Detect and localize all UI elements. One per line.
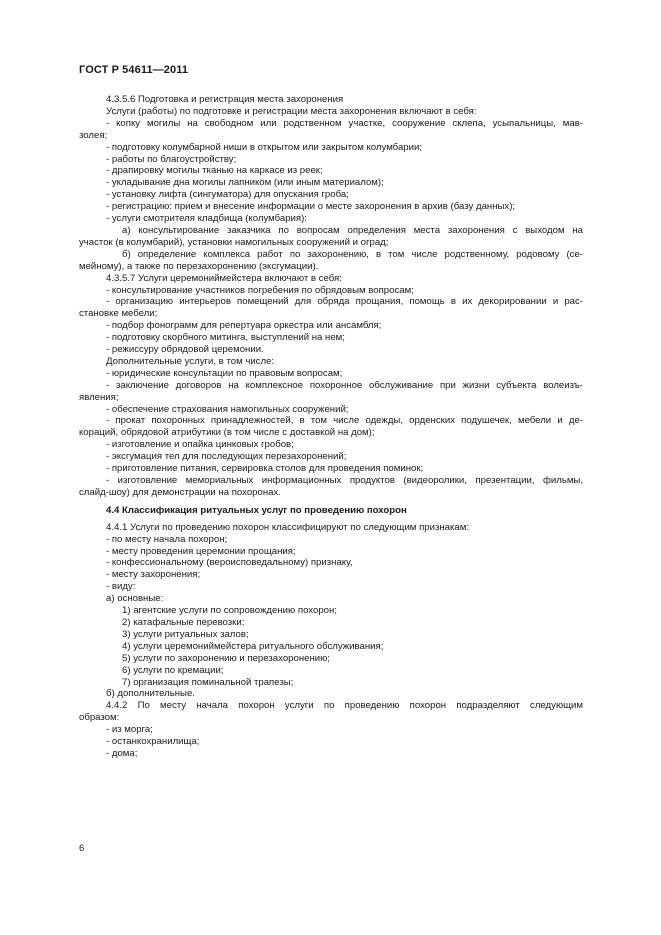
sub-item-continuation: участок (в колумбарий), установки намогильных сооружений и оград; — [79, 236, 389, 248]
numbered-item: 2) катафальные перевозки; — [122, 616, 245, 628]
list-item: - месту захоронения; — [106, 569, 201, 581]
list-item: - обеспечение страхования намогильных сооружений; — [106, 403, 349, 415]
list-item: - установку лифта (сингуматора) для опускания гроба; — [106, 189, 349, 201]
section-heading-4-4-2: 4.4.2 По месту начала похорон услуги по проведению похорон подразделяют следующим — [106, 700, 583, 712]
list-item: - подготовку колумбарной ниши в открытом или закрытом колумбарии; — [106, 141, 423, 153]
list-item: - укладывание дна могилы лапником (или иным материалом); — [106, 177, 384, 189]
list-item: - эксгумация тел для последующих перезахоронений; — [106, 451, 347, 463]
numbered-item: 3) услуги ритуальных залов; — [122, 628, 249, 640]
list-item: - дома; — [106, 747, 138, 759]
list-item: - останкохранилища; — [106, 736, 200, 748]
list-item: - работы по благоустройству; — [106, 153, 237, 165]
list-item: - юридические консультации по правовым вопросам; — [106, 367, 343, 379]
list-item: - изготовление мемориальных информационных продуктов (видеоролики, презентации, фильмы, — [106, 475, 583, 486]
numbered-item: 5) услуги по захоронению и перезахоронению; — [122, 652, 330, 664]
list-item: - по месту начала похорон; — [106, 533, 228, 545]
list-item: - регистрацию: прием и внесение информации о месте захоронения в архив (базу данных); — [106, 201, 516, 213]
paragraph: Дополнительные услуги, в том числе: — [106, 355, 275, 367]
list-item: - месту проведения церемонии прощания; — [106, 545, 296, 557]
section-heading-4-3-5-7: 4.3.5.7 Услуги церемониймейстера включают в себя: — [106, 272, 342, 284]
list-item: - организацию интерьеров помещений для обряда прощания, помощь в их декорировании и рас- — [106, 296, 583, 308]
list-item-continuation: слайд-шоу) для демонстрации на похоронах. — [79, 486, 281, 498]
document-header: ГОСТ Р 54611—2011 — [79, 64, 189, 76]
section-heading-4-4: 4.4 Классификация ритуальных услуг по проведению похорон — [106, 504, 407, 516]
list-item: - подготовку скорбного митинга, выступлений на нем; — [106, 332, 345, 344]
numbered-item: 1) агентские услуги по сопровождению похорон; — [122, 605, 337, 617]
sub-item-a: а) консультирование заказчика по вопросам определения места захоронения с выходом на — [122, 224, 583, 236]
page-number: 6 — [79, 843, 85, 854]
paragraph: Услуги (работы) по подготовке и регистрации места захоронения включают в себя: — [106, 105, 477, 117]
list-item: - услуги смотрителя кладбища (колумбария): — [106, 213, 307, 225]
list-item-continuation: явления; — [79, 391, 119, 403]
numbered-item: 4) услуги церемониймейстера ритуального обслуживания; — [122, 640, 384, 652]
document-body — [79, 94, 583, 760]
list-item: - заключение договоров на комплексное похоронное обслуживание при жизни субъекта волеизъ- — [106, 379, 583, 391]
list-item: - консультирование участников погребения по обрядовым вопросам; — [106, 284, 414, 296]
sub-item-b: б) определение комплекса работ по захоронению, в том числе родственному, родовому (се- — [122, 248, 583, 260]
list-item: - приготовление питания, сервировка столов для проведения поминок; — [106, 463, 424, 475]
list-item-continuation: кораций, обрядовой атрибутики (в том числе с доставкой на дом); — [79, 427, 375, 439]
list-item-continuation: золея; — [79, 129, 108, 141]
sub-item-b: б) дополнительные. — [106, 688, 195, 700]
list-item: - подбор фонограмм для репертуара оркестра или ансамбля; — [106, 320, 382, 332]
sub-item-a: а) основные: — [106, 593, 164, 605]
numbered-item: 7) организация поминальной трапезы; — [122, 676, 294, 688]
list-item: - копку могилы на свободном или родственном участке, сооружение склепа, усыпальницы, мав- — [106, 117, 583, 129]
list-item: - конфессиональному (вероисповедальному) признаку, — [106, 557, 353, 569]
list-item: - изготовление и опайка цинковых гробов; — [106, 439, 294, 451]
list-item: - режиссуру обрядовой церемонии. — [106, 344, 264, 356]
list-item: - прокат похоронных принадлежностей, в том числе одежды, орденских подушечек, мебели и де- — [106, 415, 583, 427]
list-item-continuation: становке мебели; — [79, 308, 158, 320]
section-heading-4-3-5-6: 4.3.5.6 Подготовка и регистрация места захоронения — [106, 94, 344, 105]
list-item: - из морга; — [106, 724, 153, 736]
paragraph-continuation: образом: — [79, 712, 120, 724]
paragraph: 4.4.1 Услуги по проведению похорон классифицируют по следующим признакам: — [106, 521, 469, 533]
list-item: - виду: — [106, 581, 136, 593]
list-item: - драпировку могилы тканью на каркасе из реек; — [106, 165, 323, 177]
numbered-item: 6) услуги по кремации; — [122, 664, 224, 676]
sub-item-continuation: мейному), а также по перезахоронению (эксгумации). — [79, 260, 319, 272]
